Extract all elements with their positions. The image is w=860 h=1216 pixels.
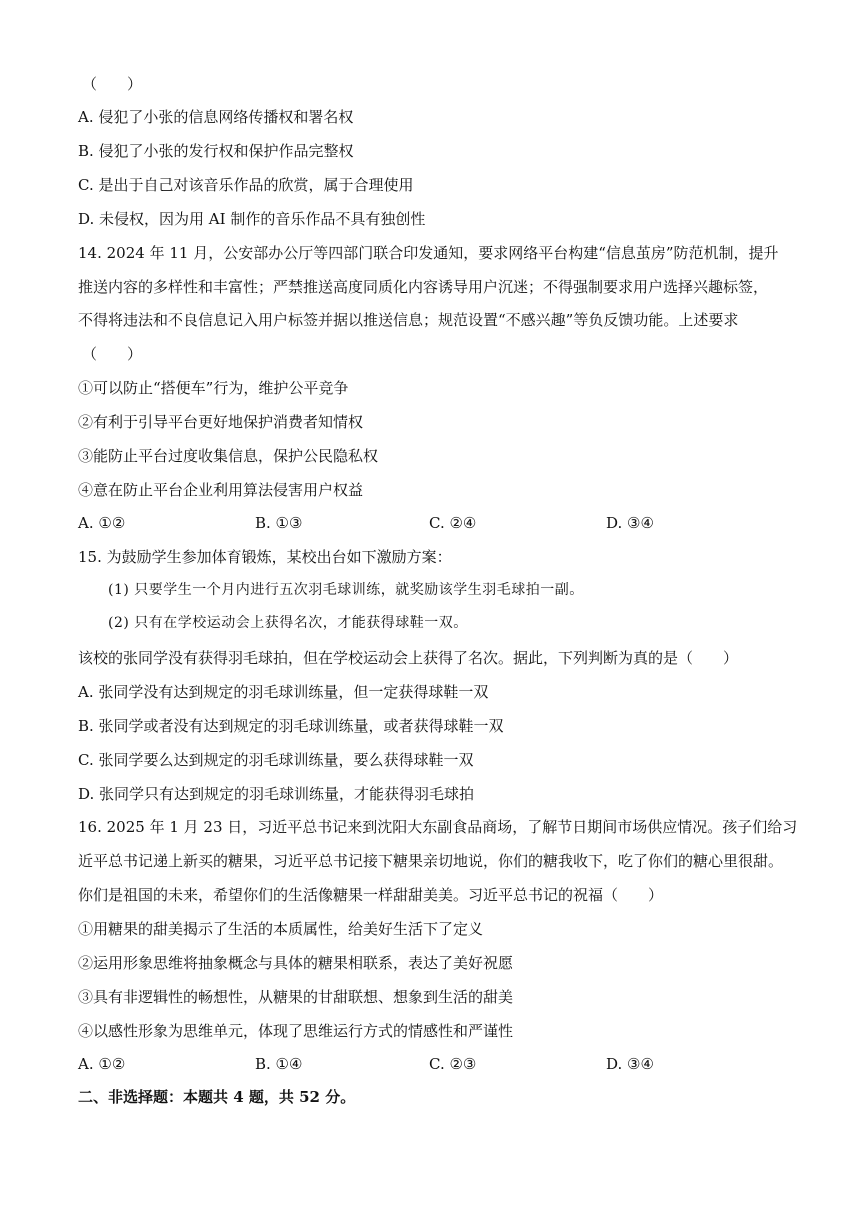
- q15-option-b: B. 张同学或者没有达到规定的羽毛球训练量，或者获得球鞋一双: [78, 717, 504, 735]
- q16-choice-a: A. ①②: [78, 1055, 126, 1073]
- q16-statement-1: ①用糖果的甜美揭示了生活的本质属性，给美好生活下了定义: [78, 920, 484, 938]
- q16-statement-4: ④以感性形象为思维单元，体现了思维运行方式的情感性和严谨性: [78, 1022, 514, 1040]
- q16-choices: [78, 1054, 798, 1074]
- q16-choice-c: C. ②③: [429, 1055, 477, 1073]
- q16-choice-d: D. ③④: [606, 1055, 654, 1073]
- q14-choice-a: A. ①②: [78, 514, 126, 532]
- q15-rule-1: (1) 只要学生一个月内进行五次羽毛球训练，就奖励该学生羽毛球拍一副。: [108, 582, 584, 598]
- q13-option-c: C. 是出于自己对该音乐作品的欣赏，属于合理使用: [78, 176, 414, 194]
- q14-stem-line-3: 不得将违法和不良信息记入用户标签并据以推送信息；规范设置“不感兴趣”等负反馈功能。上述要求: [78, 311, 739, 329]
- q13-option-b: B. 侵犯了小张的发行权和保护作品完整权: [78, 142, 354, 160]
- q13-answer-paren: （ ）: [82, 75, 143, 93]
- q13-option-d: D. 未侵权，因为用 AI 制作的音乐作品不具有独创性: [78, 210, 426, 228]
- q14-choice-c: C. ②④: [429, 514, 477, 532]
- q14-statement-3: ③能防止平台过度收集信息，保护公民隐私权: [78, 447, 379, 465]
- q15-stem: 15. 为鼓励学生参加体育锻炼，某校出台如下激励方案：: [78, 548, 452, 566]
- q15-question: 该校的张同学没有获得羽毛球拍，但在学校运动会上获得了名次。据此，下列判断为真的是（ ）: [78, 649, 739, 667]
- q13-option-a: A. 侵犯了小张的信息网络传播权和署名权: [78, 108, 354, 126]
- q14-stem-line-2: 推送内容的多样性和丰富性；严禁推送高度同质化内容诱导用户沉迷；不得强制要求用户选择兴趣标签，: [78, 278, 769, 296]
- section-two-heading: 二、非选择题：本题共 4 题，共 52 分。: [78, 1088, 356, 1106]
- q16-stem-line-1: 16. 2025 年 1 月 23 日，习近平总书记来到沈阳大东副食品商场，了解节日期间市场供应情况。孩子们给习: [78, 818, 798, 836]
- q14-choice-b: B. ①③: [255, 514, 303, 532]
- q14-statement-1: ①可以防止“搭便车”行为，维护公平竞争: [78, 379, 349, 397]
- q14-statement-2: ②有利于引导平台更好地保护消费者知情权: [78, 413, 364, 431]
- q15-option-d: D. 张同学只有达到规定的羽毛球训练量，才能获得羽毛球拍: [78, 785, 475, 803]
- q14-choices: [78, 513, 798, 533]
- q14-choice-d: D. ③④: [606, 514, 654, 532]
- q16-choice-b: B. ①④: [255, 1055, 303, 1073]
- q15-option-a: A. 张同学没有达到规定的羽毛球训练量，但一定获得球鞋一双: [78, 683, 489, 701]
- q16-statement-3: ③具有非逻辑性的畅想性，从糖果的甘甜联想、想象到生活的甜美: [78, 988, 514, 1006]
- q14-stem-line-1: 14. 2024 年 11 月，公安部办公厅等四部门联合印发通知，要求网络平台构建“信息茧房”防范机制，提升: [78, 244, 779, 262]
- q16-stem-line-2: 近平总书记递上新买的糖果，习近平总书记接下糖果亲切地说，你们的糖我收下，吃了你们的糖心里很甜。: [78, 852, 784, 870]
- q16-statement-2: ②运用形象思维将抽象概念与具体的糖果相联系，表达了美好祝愿: [78, 954, 514, 972]
- q14-answer-paren: （ ）: [82, 345, 143, 363]
- q14-statement-4: ④意在防止平台企业利用算法侵害用户权益: [78, 481, 364, 499]
- q15-rule-2: (2) 只有在学校运动会上获得名次，才能获得球鞋一双。: [108, 615, 468, 631]
- q16-stem-line-3: 你们是祖国的未来，希望你们的生活像糖果一样甜甜美美。习近平总书记的祝福（ ）: [78, 886, 664, 904]
- q15-option-c: C. 张同学要么达到规定的羽毛球训练量，要么获得球鞋一双: [78, 751, 474, 769]
